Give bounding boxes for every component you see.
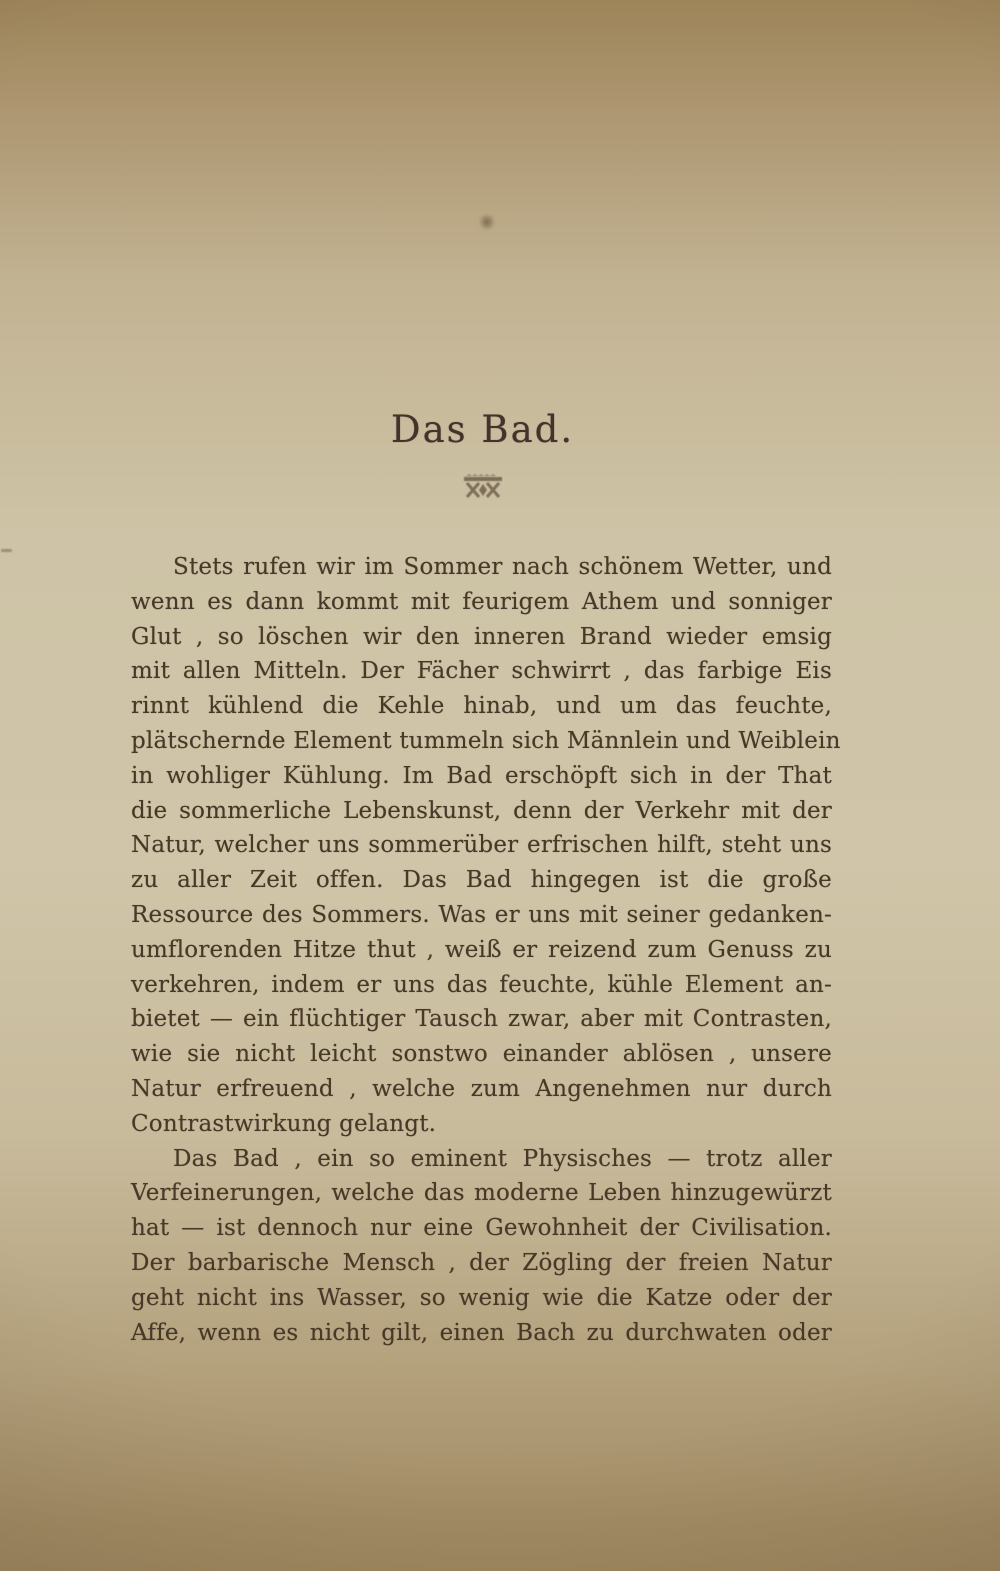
body-text	[131, 550, 841, 1350]
page-title: Das Bad.	[390, 408, 575, 451]
ink-smudge	[479, 214, 495, 230]
text-line: rinnt kühlend die Kehle hinab, und um das feuchte,	[131, 693, 832, 720]
text-line: Contrastwirkung gelangt.	[131, 1110, 437, 1137]
paragraph-2	[131, 1142, 832, 1351]
text-line: Das Bad , ein so eminent Physisches — trotz aller	[173, 1145, 832, 1172]
text-line: die sommerliche Lebenskunst, denn der Verkehr mit der	[131, 797, 832, 824]
text-line: wenn es dann kommt mit feurigem Athem und sonniger	[131, 588, 832, 615]
text-line: mit allen Mitteln. Der Fächer schwirrt , das farbige Eis	[131, 658, 832, 685]
text-line: Stets rufen wir im Sommer nach schönem Wetter, und	[173, 554, 832, 580]
text-line: Glut , so löschen wir den inneren Brand wieder emsig	[131, 623, 832, 650]
fleuron-ornament-icon	[0, 474, 965, 504]
text-line: hat — ist dennoch nur eine Gewohnheit der Civilisation.	[131, 1215, 832, 1242]
text-line: umflorenden Hitze thut , weiß er reizend zum Genuss zu	[131, 936, 832, 963]
text-line: Der barbarische Mensch , der Zögling der freien Natur	[131, 1249, 832, 1276]
text-line: Affe, wenn es nicht gilt, einen Bach zu durchwaten oder	[131, 1319, 832, 1346]
paragraph-1	[131, 550, 841, 1142]
text-line: Natur erfreuend , welche zum Angenehmen nur durch	[131, 1075, 832, 1102]
text-line: bietet — ein flüchtiger Tausch zwar, aber mit Contrasten,	[131, 1006, 832, 1033]
margin-mark	[1, 549, 12, 552]
text-line: plätschernde Element tummeln sich Männlein und Weiblein	[131, 727, 841, 754]
text-line: in wohliger Kühlung. Im Bad erschöpft sich in der That	[131, 762, 832, 789]
text-line: verkehren, indem er uns das feuchte, kühle Element an-	[131, 971, 832, 998]
text-line: Ressource des Sommers. Was er uns mit seiner gedanken-	[131, 901, 832, 928]
text-line: zu aller Zeit offen. Das Bad hingegen ist die große	[131, 867, 832, 894]
text-line: Verfeinerungen, welche das moderne Leben hinzugewürzt	[131, 1180, 832, 1207]
text-line: Natur, welcher uns sommerüber erfrischen hilft, steht uns	[131, 832, 832, 859]
text-line: wie sie nicht leicht sonstwo einander ablösen , unsere	[131, 1041, 832, 1068]
text-line: geht nicht ins Wasser, so wenig wie die Katze oder der	[131, 1284, 832, 1311]
